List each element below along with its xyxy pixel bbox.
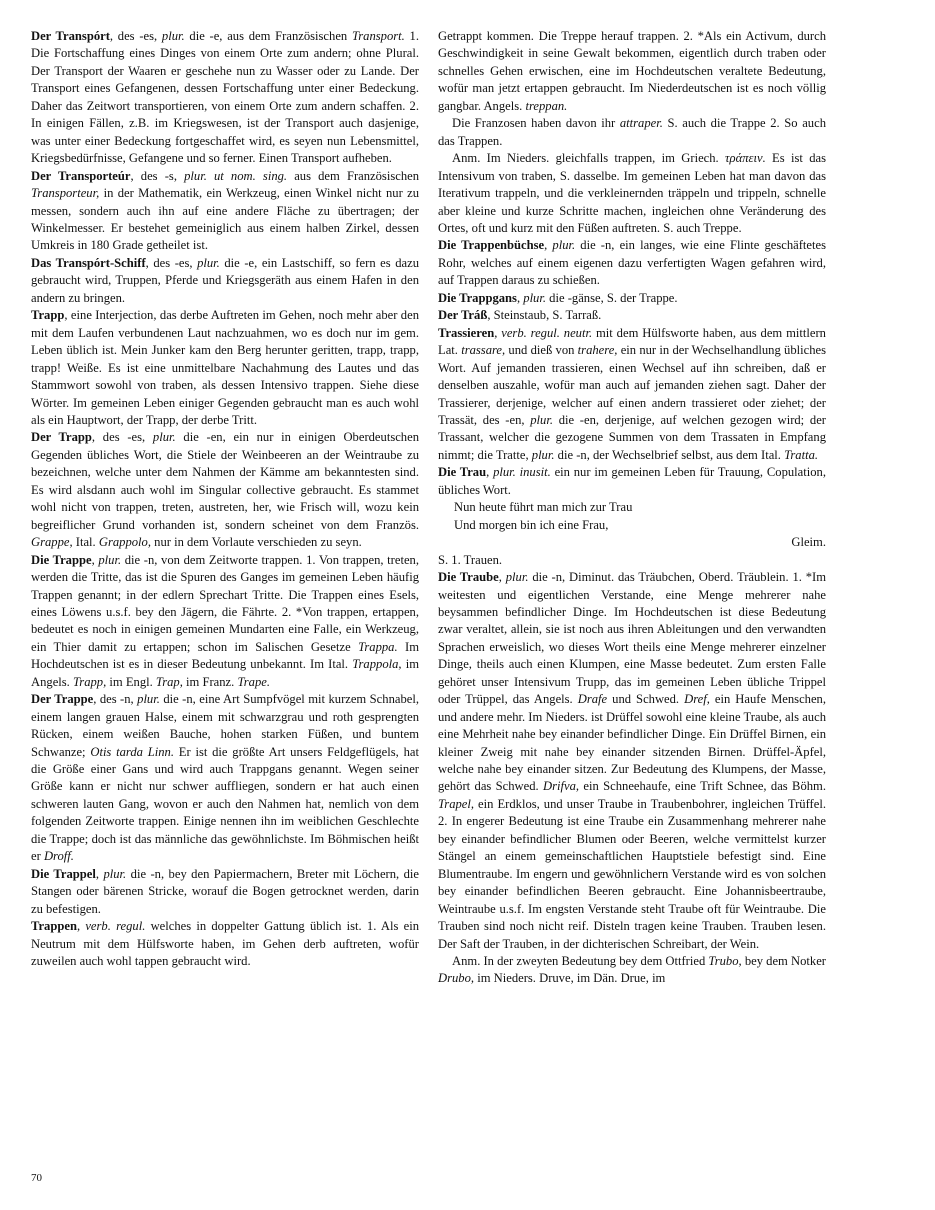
- text-run: ,: [544, 238, 553, 253]
- text-run: Nun heute führt man mich zur Trau: [454, 500, 633, 515]
- italic-term: Trapp,: [72, 674, 107, 689]
- headword: Die Traube: [438, 570, 499, 585]
- text-run: die -n, der Wechselbrief selbst, aus dem Ital.: [554, 447, 785, 462]
- text-run: die -en, derjenige, auf welchen gezogen wird; der Trassant, welcher die gezogene Summen von dem Trassaten in Empfang nimmt; die Tratte,: [438, 412, 826, 462]
- dictionary-entry: [438, 325, 826, 465]
- italic-term: trassare,: [461, 343, 506, 358]
- text-run: die -n, bey den Papiermachern, Breter mit Löchern, die Stangen oder bärenen Stricke, worauf die Bogen getrocknet werden, darin zu befestigen.: [31, 866, 420, 916]
- italic-term: verb. regul.: [85, 919, 146, 934]
- text-run: die -gänse, S. der Trappe.: [546, 290, 678, 305]
- text-run: die -n, Diminut. das Träubchen, Oberd. Träublein. 1. *Im weitesten und eigentlichen Verstande, eine Menge mehrerer nahe beysammen befindlicher Dinge. Im Hochdeutschen ist diese Bedeutung zwar veraltet, allein, sie ist noch aus ihren Ableitungen und den verwandten Sprachen erweislich, wo dieses Wort theils eine Menge mehrerer einzelner Dinge, theils auch einen Klumpen, eine Masse bedeutet. Zum ersten Falle gehöret unser Intensivum Trupp, das im gemeinen Leben übliche Trippel oder Trüppel, das Angels.: [438, 570, 827, 707]
- dictionary-entry: [31, 255, 419, 307]
- text-run: Die Franzosen haben davon ihr: [452, 116, 620, 131]
- headword: Der Transpórt: [31, 29, 110, 43]
- headword: Der Tráß: [438, 308, 488, 323]
- text-run: Anm. Im Nieders. gleichfalls trappen, im Griech.: [452, 151, 726, 166]
- italic-term: Trappola,: [352, 657, 402, 672]
- text-run: ,: [76, 919, 86, 934]
- text-run: ,: [516, 290, 524, 305]
- text-run: , eine Interjection, das derbe Auftreten im Gehen, noch mehr aber den mit dem Laufen verbundenen Laut nachzuahmen, wo es doch nur im gem. Leben üblich ist. Mein Junker kam den Berg herunter geritten, trapp, trapp, trapp! Weiße. Es ist eine unmittelbare Nachahmung des Lautes und das Stammwort sowohl von traben, als dessen Intensivo trappen. Siehe diese Wörter. Im gemeinen Leben einiger Gegenden gebraucht man es auch wohl als ein Hauptwort, der Trapp, der derbe Tritt.: [31, 308, 419, 427]
- text-run: ein Erdklos, und unser Traube in Traubenbohrer, ingleichen Trüffel. 2. In engerer Bedeutung ist eine Traube ein Zusammenhang mehrerer nahe bey einander befindlicher Blumen oder Beeren, welche vermittelst kurzer Stängel an einem gemeinschaftlichen Hauptstiele befestigt sind. Eine Blumentraube. Im engern und gewöhnlichern Verstande wird es von solchen bey einander befindlichen Beeren gebraucht. Eine Johannisbeertraube, Weintraube u.s.f. Im engsten Verstande steht Traube oft für Weintraube. Die Trauben sind noch nicht reif. Disteln tragen keine Trauben. Trauben lesen. Der Saft der Trauben, in der dichterischen Schreibart, der Wein.: [438, 796, 826, 951]
- italic-term: Trape.: [237, 674, 270, 689]
- verse-line: [438, 517, 826, 534]
- text-run: im Franz.: [182, 674, 238, 689]
- headword: Die Trappenbüchse: [438, 238, 545, 253]
- headword: Die Trappel: [31, 866, 96, 881]
- text-run: ,: [95, 866, 104, 881]
- text-run: ein nur in der Wechselhandlung übliches Wort. Auf jemanden trassieren, einen Wechsel auf ihn schreiben, daß er denselben auszahle, wofür man auch auf jemanden ziehen sagt. Daher der Trassierer, derjenige, welcher auf einen andern trassieret oder ziehet; der Trassät, des -en,: [438, 343, 826, 427]
- left-column: [31, 28, 419, 970]
- paragraph: [438, 150, 826, 237]
- italic-term: Drifva,: [543, 779, 580, 794]
- text-run: im Nieders. Druve, im Dän. Drue, im: [474, 971, 666, 986]
- text-run: S. 1. Trauen.: [438, 552, 503, 567]
- italic-term: plur.: [103, 866, 127, 881]
- italic-term: trahere,: [577, 343, 618, 358]
- headword: Die Trau: [438, 465, 487, 480]
- text-run: ,: [91, 552, 99, 567]
- text-run: Und morgen bin ich eine Frau,: [454, 517, 609, 532]
- paragraph: [438, 953, 826, 988]
- headword: Trapp: [31, 308, 65, 323]
- text-run: welches in doppelter Gattung üblich ist. 1. Als ein Neutrum mit dem Hülfsworte haben, im Gehen derb auftreten, wofür zuweilen auch wohl tappen gebraucht wird.: [31, 919, 419, 969]
- text-run: die -n, ein langes, wie eine Flinte geschäftetes Rohr, welches auf einem eigenen dazu verfertigten Wagen gefahren wird, auf Trappen daraus zu schießen.: [438, 238, 826, 288]
- headword: Trappen: [31, 919, 77, 934]
- italic-term: plur. ut nom. sing.: [184, 168, 288, 183]
- italic-term: plur.: [161, 29, 185, 43]
- page-number: 70: [31, 1172, 42, 1184]
- italic-term: plur.: [197, 255, 220, 270]
- text-run: Ital.: [72, 535, 99, 550]
- text-run: die -e, aus dem Französischen: [184, 29, 352, 43]
- dictionary-entry: [31, 866, 419, 918]
- italic-term: Tratta.: [784, 447, 819, 462]
- text-run: , des -es,: [109, 29, 162, 43]
- text-run: ein Haufe Menschen, und andere mehr. Im Nieders. ist Drüffel sowohl eine kleine Traube, als auch eine Mehrheit nahe bey einander befindlicher Dinge. Ein Drüffel Birnen, ein kleiner Zweig mit nahe bey einander sitzenden Birnen. Drüffel-Äpfel, welche nahe bey einander sitzen. Zur Bedeutung des Klumpens, der Masse, gehört das Schwed.: [438, 692, 826, 794]
- text-run: und Schwed.: [607, 692, 685, 707]
- italic-term: Trapel,: [438, 796, 475, 811]
- right-column: [438, 28, 826, 988]
- text-run: Getrappt kommen. Die Treppe herauf trappen. 2. *Als ein Activum, durch Geschwindigkeit in seine Gewalt bekommen, eigentlich durch traben oder schnelles Gehen erwischen, eine im Hochdeutschen veraltete Bedeutung, wofür man jetzt ertappen gebraucht. Im Niederdeutschen ist es noch völlig gangbar. Angels.: [438, 29, 826, 113]
- italic-term: plur.: [98, 552, 122, 567]
- paragraph: [438, 552, 826, 569]
- italic-term: Grappolo,: [98, 535, 151, 550]
- italic-term: attraper.: [619, 116, 663, 131]
- text-run: Er ist die größte Art unsers Feldgeflügels, hat die Größe einer Gans und wird auch Trappgans genannt. Wegen seiner Größe kann er nicht nur schwer auffliegen, sondern er hat auch einen schweren lauten Gang, wovon er auch den Nahmen hat, nemlich von dem folgenden Zeitworte trappen. Einige nennen ihn im weiblichen Geschlechte die Trappe; doch ist das männliche das gewöhnlichste. Im Böhmischen heißt er: [31, 744, 419, 864]
- text-run: bey dem Notker: [741, 954, 826, 969]
- text-run: Im Hochdeutschen ist es in dieser Bedeutung unbekannt. Im Ital.: [31, 639, 419, 672]
- text-run: in der Mathematik, ein Werkzeug, einen Winkel nicht nur zu messen, sondern auch ihn auf eine andere Fläche zu übertragen; der Winkelmesser. Er bestehet gemeiniglich aus einem halben Zirkel, dessen Umkreis in 180 Grade getheilet ist.: [31, 186, 419, 253]
- italic-term: plur.: [552, 238, 576, 253]
- text-run: ,: [494, 325, 502, 340]
- italic-term: Drubo,: [438, 971, 475, 986]
- text-run: , des -s,: [130, 168, 185, 183]
- text-run: Anm. In der zweyten Bedeutung bey dem Ottfried: [452, 954, 709, 969]
- italic-term: Otis tarda Linn.: [90, 744, 174, 759]
- italic-term: Droff.: [43, 849, 74, 864]
- text-run: 1. Die Fortschaffung eines Dinges von einem Orte zum andern; ohne Plural. Der Transport der Waaren er geschehe nun zu Wasser oder zu Lande. Der Transport eines Gefangenen, dessen Fortschaffung unter einer Bedeckung. Daher das Zeitwort transportieren, von einem Orte zum andern schaffen. 2. In einigen Fällen, z.B. im Kriegswesen, ist der Transport auch dasjenige, was unter einer Bedeckung fortgeschaffet wird, es seyen nun Lebensmittel, Kriegsbedürfnisse, Gefangene und so ferner. Einen Transport aufheben.: [31, 29, 419, 166]
- verse-line: [438, 499, 826, 516]
- italic-term: plur.: [505, 570, 529, 585]
- dictionary-entry: [31, 168, 419, 255]
- dictionary-entry: [31, 691, 419, 866]
- text-run: , des -n,: [93, 692, 138, 707]
- dictionary-entry: [438, 237, 826, 289]
- headword: Die Trappe: [31, 552, 92, 567]
- headword: Das Transpórt-Schiff: [31, 255, 146, 270]
- italic-term: plur. inusit.: [493, 465, 551, 480]
- italic-term: Trubo,: [708, 954, 742, 969]
- text-run: , des -es,: [145, 255, 198, 270]
- headword: Der Transporteúr: [31, 168, 131, 183]
- italic-term: plur.: [530, 412, 553, 427]
- dictionary-entry: [31, 28, 419, 168]
- dictionary-entry: [31, 429, 419, 551]
- italic-term: treppan.: [525, 98, 568, 113]
- headword: Der Trapp: [31, 430, 92, 445]
- italic-term: Grappe,: [31, 535, 73, 550]
- text-run: nur in dem Vorlaute verschieden zu seyn.: [151, 535, 362, 550]
- text-run: die -n, von dem Zeitworte trappen. 1. Von trappen, treten, werden die Tritte, das ist die Spuren des Ganges im gemeinen Leben häufig Trappen genannt; in der edlern Sprechart Tritte. Die Trappen eines Esels, eines Löwens u.s.f. bey den Jägern, die Fährte. 2. *Von trappen, ertappen, bedeutet es noch in einigen gemeinen Mundarten eine Falle, ein Werkzeug, ein Thier damit zu ertappen; schon im Salischen Gesetze: [31, 552, 420, 654]
- text-run: im Engl.: [106, 674, 156, 689]
- text-run: im Angels.: [31, 657, 419, 689]
- text-run: ein nur im gemeinen Leben für Trauung, Copulation, übliches Wort.: [438, 465, 826, 497]
- text-run: , des -es,: [91, 430, 153, 445]
- dictionary-entry: [438, 307, 826, 324]
- italic-term: verb. regul. neutr.: [501, 325, 593, 340]
- dictionary-entry: [438, 569, 826, 953]
- dictionary-entry: [31, 918, 419, 970]
- headword: Trassieren: [438, 325, 495, 340]
- text-run: die -e, ein Lastschiff, so fern es dazu gebraucht wird, Truppen, Pferde und Kriegsgeräth aus einem Hafen in den andern zu bringen.: [31, 255, 419, 305]
- text-run: ,: [486, 465, 494, 480]
- italic-term: plur.: [523, 290, 547, 305]
- italic-term: plur.: [152, 430, 176, 445]
- text-run: die -en, ein nur in einigen Oberdeutschen Gegenden übliches Wort, die Stiele der Weinbeeren an der Weintraube zu bezeichnen, welche unter dem Nahmen der Kämme am bekanntesten sind. Es wird alsdann auch wohl im Singular collective gebraucht. Es stammet wohl nicht von trappen, treten, austreten, her, wie Frisch will, wozu kein begreiflicher Grund vorhanden ist, sondern scheinet von dem Französ.: [31, 430, 419, 532]
- italic-term: Trappa.: [358, 639, 398, 654]
- dictionary-entry: [438, 290, 826, 307]
- italic-term: Transport.: [351, 29, 405, 43]
- italic-term: plur.: [531, 447, 555, 462]
- italic-term: Dref,: [684, 692, 710, 707]
- headword: Die Trappgans: [438, 290, 517, 305]
- headword: Der Trappe: [31, 692, 94, 707]
- italic-term: Transporteur,: [31, 186, 100, 201]
- text-run: S. auch die Trappe 2. So auch das Trappen.: [438, 116, 826, 148]
- italic-term: τράπειν.: [725, 151, 766, 166]
- italic-term: Drafe: [577, 692, 608, 707]
- italic-term: Trap,: [155, 674, 183, 689]
- paragraph: [438, 28, 826, 115]
- dictionary-entry: [31, 552, 419, 692]
- text-run: Gleim.: [791, 535, 826, 550]
- text-run: mit dem Hülfsworte haben, aus dem mittlern Lat.: [438, 325, 826, 358]
- text-run: aus dem Französischen: [287, 168, 420, 183]
- text-run: ,: [498, 570, 506, 585]
- text-run: die -n, eine Art Sumpfvögel mit kurzem Schnabel, einem langen grauen Halse, einem mit schwarzgrau und roth gesprengten Rücken, einem weißen Bauche, hohen starken Füßen, und buntem Schwanze;: [31, 692, 419, 759]
- italic-term: plur.: [137, 692, 160, 707]
- text-run: ein Schneehaufe, eine Trift Schnee, das Böhm.: [579, 779, 826, 794]
- paragraph: [438, 115, 826, 150]
- dictionary-entry: [31, 307, 419, 429]
- text-run: Es ist das Intensivum von traben, S. dasselbe. Im gemeinen Leben hat man davon das Iterativum trappeln, und die verkleinernden träppeln und trippeln, schnelle aber kleine und kurze Schritte machen, ingleichen ohne Veränderung des Ortes, oft und kurz mit den Füßen auftreten. S. auch Treppe.: [438, 151, 826, 235]
- dictionary-entry: [438, 464, 826, 499]
- text-run: und dieß von: [505, 343, 578, 358]
- text-run: , Steinstaub, S. Tarraß.: [487, 308, 602, 323]
- quote-attribution: [438, 534, 826, 551]
